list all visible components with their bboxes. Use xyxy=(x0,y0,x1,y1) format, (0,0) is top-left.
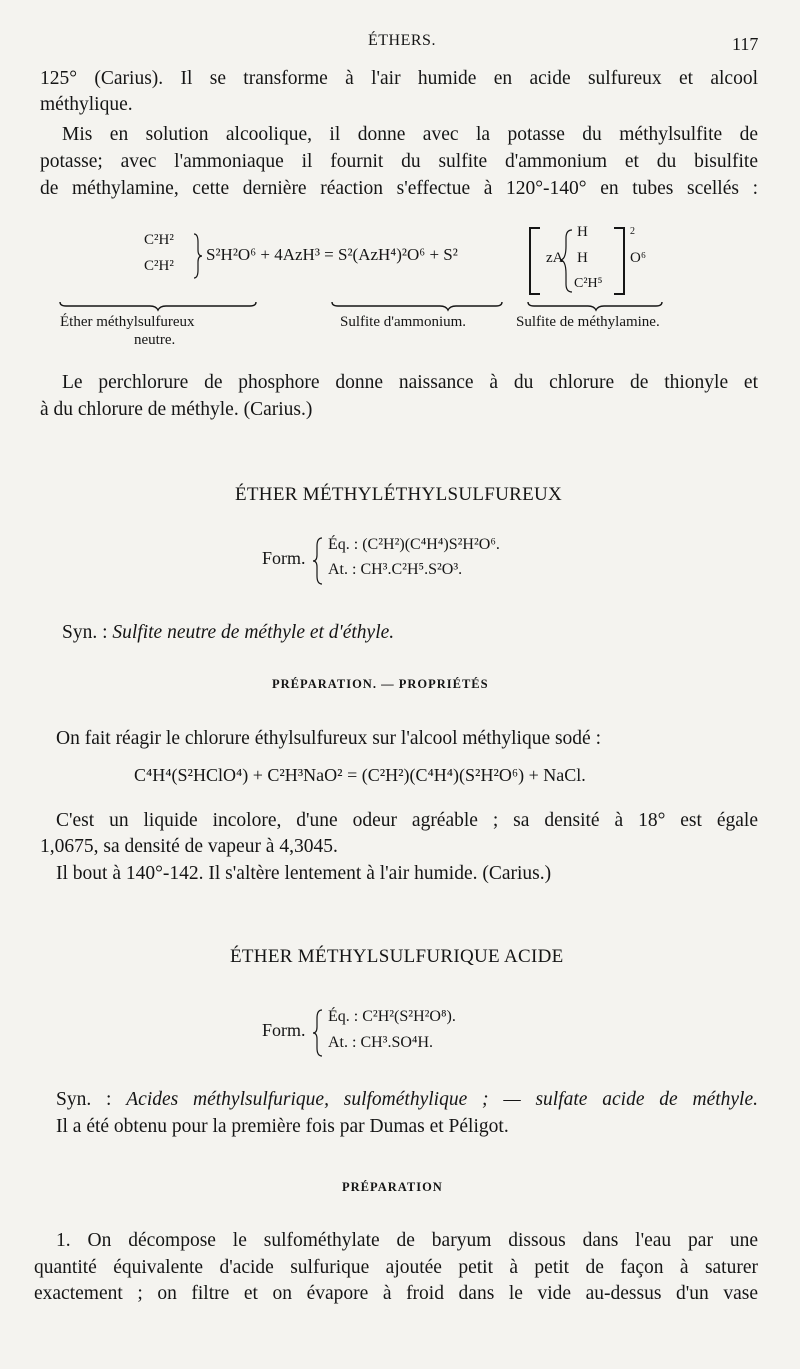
section2-form-label: Form. xyxy=(262,1020,306,1040)
eq1-za: zA xyxy=(546,250,564,266)
p3-line-1: Le perchlorure de phosphore donne naissance à du chlorure de thionyle et xyxy=(62,372,758,393)
section1-subheading: PRÉPARATION. — PROPRIÉTÉS xyxy=(272,677,489,691)
section1-form-label: Form. xyxy=(262,548,306,568)
intro-p2-line-1: Mis en solution alcoolique, il donne avec la potasse du méthylsulfite de xyxy=(62,124,758,145)
intro-line-2: méthylique. xyxy=(40,94,133,115)
running-title: ÉTHERS. xyxy=(368,32,436,49)
label-neutre: neutre. xyxy=(134,332,176,348)
section2-eq-line: Éq. : C²H²(S²H²O⁸). xyxy=(328,1008,456,1025)
section1-title: ÉTHER MÉTHYLÉTHYLSULFUREUX xyxy=(235,484,563,505)
section2-syn-text: Acides méthylsulfurique, sulfométhylique ; — sulfate acide de méthyle. xyxy=(126,1089,758,1110)
section2-syn-label: Syn. : xyxy=(56,1089,112,1110)
eq1-o6: O⁶ xyxy=(630,250,647,266)
eq1-c2h2-top: C²H² xyxy=(144,232,174,248)
section1-at-line: At. : CH³.C²H⁵.S²O³. xyxy=(328,561,463,578)
section1-prep-line: On fait réagir le chlorure éthylsulfureux sur l'alcool méthylique sodé : xyxy=(56,728,602,749)
section2-syn-line-2: Il a été obtenu pour la première fois par Dumas et Péligot. xyxy=(56,1116,509,1137)
section2-at-line: At. : CH³.SO⁴H. xyxy=(328,1034,434,1051)
eq1-c2h2-bottom: C²H² xyxy=(144,258,174,274)
section2-item1-line-3: exactement ; on filtre et on évapore à froid dans le vide au-dessus d'un vase xyxy=(34,1283,758,1304)
eq1-subscript-2: 2 xyxy=(630,226,635,237)
section1-prop-line-3: Il bout à 140°-142. Il s'altère lentement à l'air humide. (Carius.) xyxy=(56,863,552,884)
section2-form-brace xyxy=(312,1008,324,1058)
label-ether-methylsulfureux: Éther méthylsulfureux xyxy=(60,314,195,330)
eq1-underbraces xyxy=(60,296,700,312)
section2-title: ÉTHER MÉTHYLSULFURIQUE ACIDE xyxy=(230,946,564,967)
section1-eq-line: Éq. : (C²H²)(C⁴H⁴)S²H²O⁶. xyxy=(328,536,500,553)
section1-prop-line-1: C'est un liquide incolore, d'une odeur agréable ; sa densité à 18° est égale xyxy=(56,810,758,831)
eq1-c2h5: C²H⁵ xyxy=(574,276,603,291)
section1-syn-text: Sulfite neutre de méthyle et d'éthyle. xyxy=(112,622,395,643)
section1-syn-label: Syn. : xyxy=(62,622,108,643)
intro-p2-line-2: potasse; avec l'ammoniaque il fournit du sulfite d'ammonium et du bisulfite xyxy=(40,151,758,172)
section1-prop-line-2: 1,0675, sa densité de vapeur à 4,3045. xyxy=(40,836,338,857)
p3-line-2: à du chlorure de méthyle. (Carius.) xyxy=(40,399,313,420)
intro-p2-line-3: de méthylamine, cette dernière réaction s'effectue à 120°-140° en tubes scellés : xyxy=(40,178,758,199)
eq1-h-top: H xyxy=(577,224,588,240)
intro-line-1: 125° (Carius). Il se transforme à l'air humide en acide sulfureux et alcool xyxy=(40,68,758,89)
section2-item1-line-2: quantité équivalente d'acide sulfurique ajoutée petit à petit de façon à saturer xyxy=(34,1257,758,1278)
section2-item1-line-1: 1. On décompose le sulfométhylate de baryum dissous dans l'eau par une xyxy=(56,1230,758,1251)
eq1-reaction: S²H²O⁶ + 4AzH³ = S²(AzH⁴)²O⁶ + S² xyxy=(206,245,458,264)
label-sulfite-ammonium: Sulfite d'ammonium. xyxy=(340,314,467,330)
eq1-h-mid: H xyxy=(577,250,588,266)
page-number: 117 xyxy=(732,34,759,54)
label-sulfite-methylamine: Sulfite de méthylamine. xyxy=(516,314,660,330)
section2-syn xyxy=(56,1087,758,1113)
eq1-left-brace xyxy=(190,232,202,280)
section1-form-brace xyxy=(312,536,324,586)
section1-reaction: C⁴H⁴(S²HClO⁴) + C²H³NaO² = (C²H²)(C⁴H⁴)(S²H²O⁶) + NaCl. xyxy=(134,765,586,785)
section1-syn xyxy=(62,620,394,646)
section2-subheading: PRÉPARATION xyxy=(342,1180,443,1194)
